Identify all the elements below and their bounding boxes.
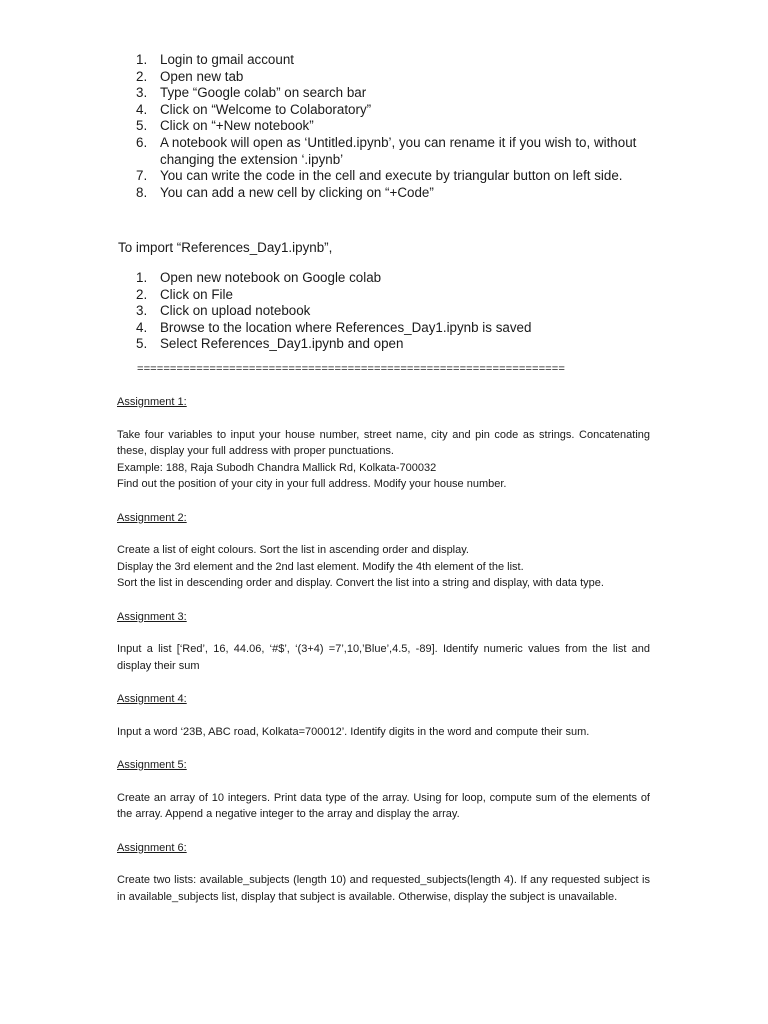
- list-item: [118, 336, 658, 353]
- list-item-text: Open new notebook on Google colab: [160, 270, 382, 285]
- list-number: 7.: [136, 168, 148, 184]
- list-item-text: Click on upload notebook: [160, 303, 311, 319]
- list-item-text: You can add a new cell by clicking on “+Code”: [160, 184, 434, 200]
- list-number: 2.: [136, 68, 148, 84]
- list-item: [118, 52, 658, 69]
- list-item: [118, 320, 658, 337]
- list-item-text: A notebook will open as ‘Untitled.ipynb’, you can rename it if you wish to, without changing the extension ‘.ipynb’: [160, 134, 637, 167]
- list-number: 8.: [136, 184, 148, 200]
- assignment-body: Create two lists: available_subjects (length 10) and requested_subjects(length 4). If any requested subject is in available_subjects list, display that subject is available. Otherwise, display the subject is unavailable.: [117, 874, 650, 903]
- section-divider: =================================================================: [137, 363, 565, 375]
- list-number: 6.: [136, 134, 148, 150]
- assignment-title: Assignment 6:: [117, 841, 187, 854]
- assignment-body: Take four variables to input your house number, street name, city and pin code as strings. Concatenating these, display your full address with proper punctuations.: [117, 428, 650, 457]
- list-item-text: You can write the code in the cell and execute by triangular button on left side.: [160, 168, 623, 184]
- assignment-body: Create an array of 10 integers. Print data type of the array. Using for loop, compute sum of the elements of the array. Append a negative integer to the array and display the array.: [117, 791, 650, 820]
- list-number: 5.: [136, 118, 148, 134]
- list-item-text: Click on “+New notebook”: [160, 118, 314, 134]
- assignment-title: Assignment 3:: [117, 610, 187, 623]
- list-number: 3.: [136, 85, 148, 101]
- list-number: 4.: [136, 319, 148, 335]
- list-item: [118, 85, 658, 102]
- list-number: 5.: [136, 336, 148, 352]
- assignment-title: Assignment 5:: [117, 759, 187, 771]
- list-item: [118, 102, 658, 119]
- assignment-body: Input a list [‘Red’, 16, 44.06, ‘#$’, ‘(3+4) =7’,10,’Blue’,4.5, -89]. Identify numeric values from the list and display their sum: [117, 643, 650, 672]
- assignment-2: [117, 510, 650, 592]
- list-number: 1.: [136, 270, 148, 285]
- assignment-title: Assignment 4:: [117, 693, 187, 705]
- list-item: [118, 185, 658, 202]
- list-item-text: Click on “Welcome to Colaboratory”: [160, 101, 372, 117]
- list-number: 2.: [136, 286, 148, 302]
- list-item-text: Login to gmail account: [160, 52, 294, 67]
- colab-steps-list: [118, 52, 658, 201]
- assignment-4: [117, 691, 650, 740]
- import-steps-list: [118, 270, 658, 353]
- list-item: [118, 287, 658, 304]
- assignment-5: [117, 757, 650, 823]
- assignment-1: [117, 394, 650, 493]
- list-item: [118, 168, 658, 185]
- assignment-6: [117, 840, 650, 906]
- assignment-extra-line: Example: 188, Raja Subodh Chandra Mallick Rd, Kolkata-700032: [117, 461, 437, 474]
- assignments-section: [117, 394, 650, 905]
- assignment-title: Assignment 2:: [117, 511, 187, 524]
- assignment-body: Input a word ‘23B, ABC road, Kolkata=700012’. Identify digits in the word and compute their sum.: [117, 725, 590, 738]
- list-item: [118, 303, 658, 320]
- list-number: 1.: [136, 52, 148, 67]
- assignment-extra-line: Sort the list in descending order and display. Convert the list into a string and display, with data type.: [117, 577, 604, 589]
- assignment-3: [117, 609, 650, 675]
- list-item: [118, 69, 658, 86]
- list-item-text: Click on File: [160, 286, 233, 302]
- list-item-text: Open new tab: [160, 68, 244, 84]
- list-item: [118, 135, 658, 168]
- list-item: [118, 270, 658, 287]
- list-item-text: Select References_Day1.ipynb and open: [160, 336, 404, 352]
- assignment-body: Create a list of eight colours. Sort the list in ascending order and display.: [117, 544, 469, 556]
- assignment-extra-line: Find out the position of your city in your full address. Modify your house number.: [117, 478, 507, 490]
- list-number: 4.: [136, 101, 148, 117]
- import-intro-text: To import “References_Day1.ipynb”,: [118, 240, 333, 255]
- list-item-text: Type “Google colab” on search bar: [160, 85, 367, 101]
- list-item-text: Browse to the location where References_Day1.ipynb is saved: [160, 319, 532, 335]
- list-number: 3.: [136, 303, 148, 319]
- list-item: [118, 118, 658, 135]
- assignment-extra-line: Display the 3rd element and the 2nd last element. Modify the 4th element of the list.: [117, 560, 524, 573]
- assignment-title: Assignment 1:: [117, 396, 187, 408]
